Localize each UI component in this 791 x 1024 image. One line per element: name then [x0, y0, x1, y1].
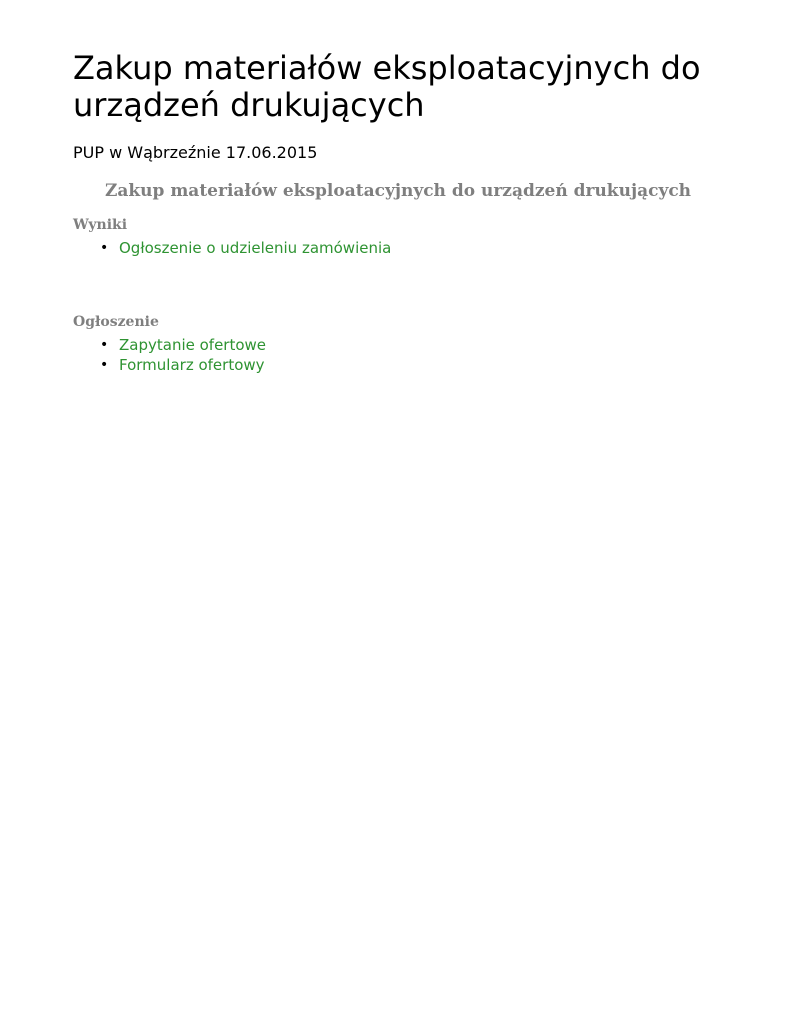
page-content: [73, 50, 723, 375]
list-item: [100, 335, 723, 355]
offer-form-link[interactable]: Formularz ofertowy: [119, 356, 265, 374]
results-heading: Wyniki: [73, 217, 128, 233]
list-item: [100, 355, 723, 375]
request-for-quotation-link[interactable]: Zapytanie ofertowe: [119, 336, 267, 354]
results-section: [73, 216, 723, 258]
bullet-icon: •: [100, 357, 109, 373]
publication-info: PUP w Wąbrzeźnie 17.06.2015: [73, 143, 318, 162]
results-link-list: [73, 238, 723, 258]
document-heading: Zakup materiałów eksploatacyjnych do urządzeń drukujących: [104, 181, 692, 201]
page-title: Zakup materiałów eksploatacyjnych do urządzeń drukujących: [73, 49, 701, 124]
award-notice-link[interactable]: Ogłoszenie o udzieleniu zamówienia: [119, 239, 392, 257]
notice-link-list: [73, 335, 723, 375]
bullet-icon: •: [100, 337, 109, 353]
notice-section: [73, 313, 723, 375]
bullet-icon: •: [100, 240, 109, 256]
list-item: [100, 238, 723, 258]
notice-heading: Ogłoszenie: [73, 314, 159, 330]
